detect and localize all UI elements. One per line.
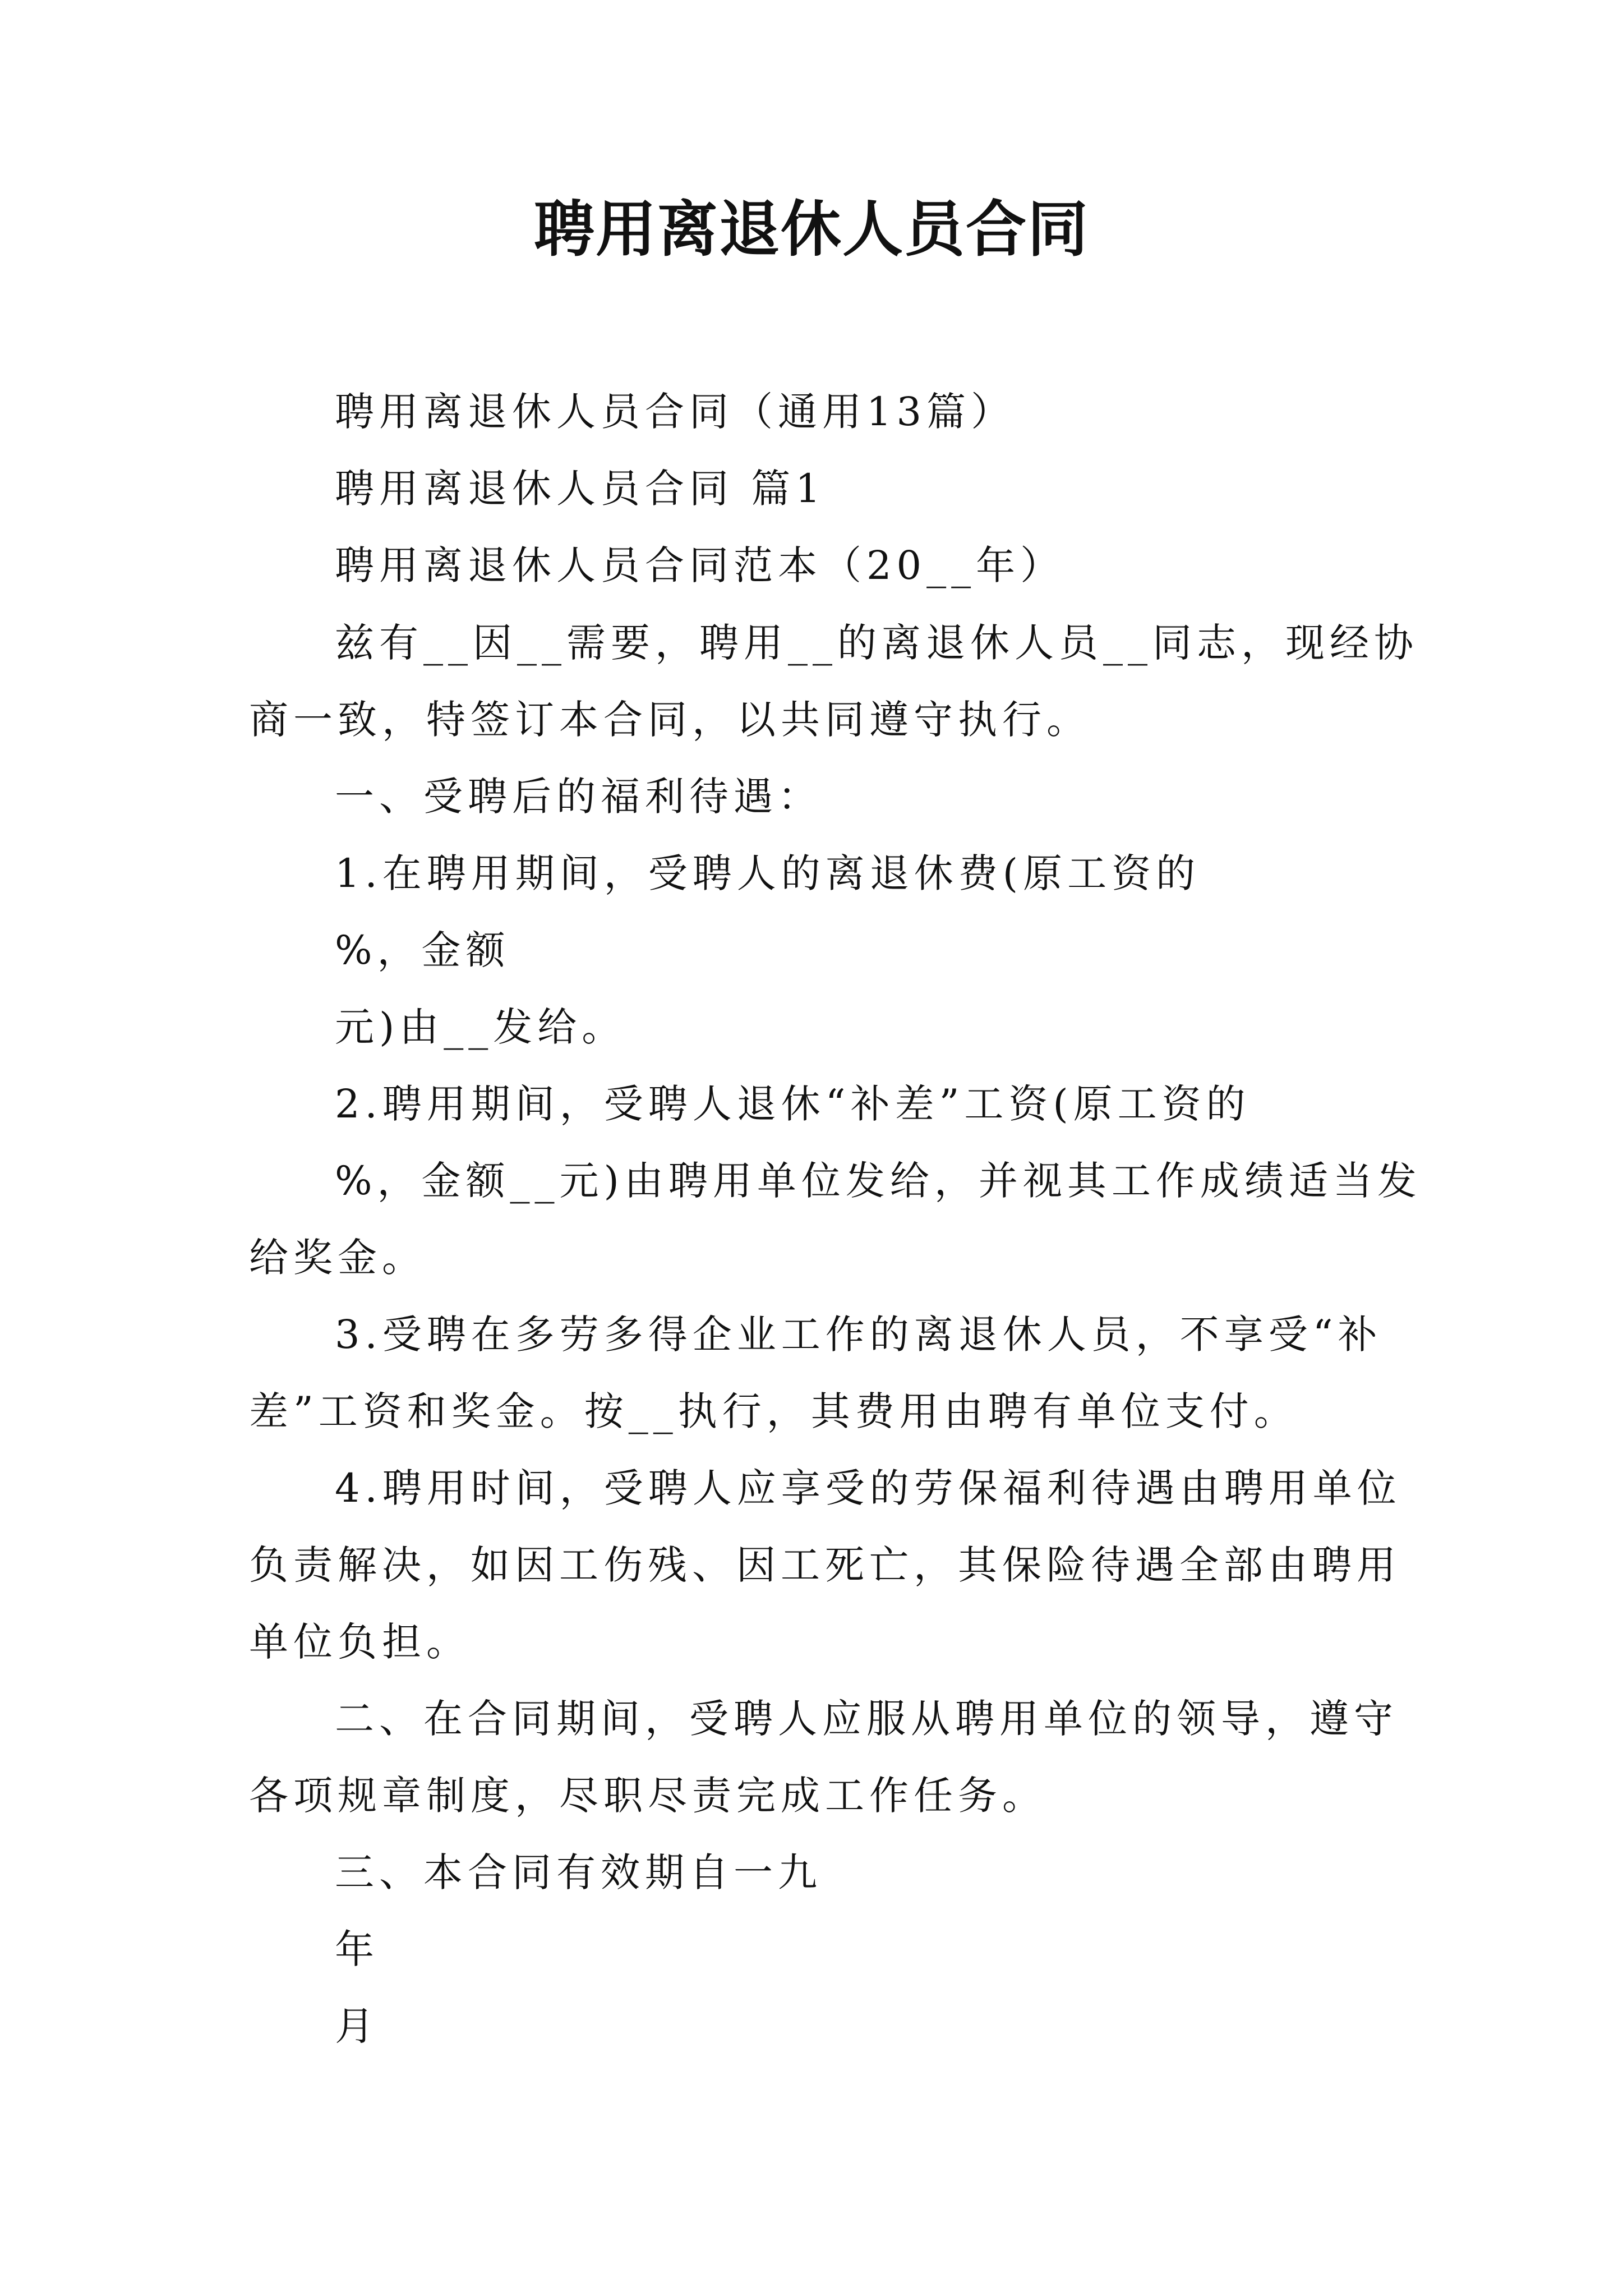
doc-line-section-1: 一、受聘后的福利待遇： bbox=[335, 774, 822, 820]
doc-line-intro: 兹有__因__需要，聘用__的离退休人员__同志，现经协 bbox=[335, 620, 1418, 666]
doc-line-item-2-cont-a: %，金额__元)由聘用单位发给，并视其工作成绩适当发 bbox=[335, 1158, 1422, 1204]
doc-line-item-1: 1.在聘用期间，受聘人的离退休费(原工资的 bbox=[335, 850, 1201, 896]
doc-line-subtitle: 聘用离退休人员合同（通用13篇） bbox=[335, 389, 1016, 435]
doc-line-template-heading: 聘用离退休人员合同范本（20__年） bbox=[335, 542, 1065, 588]
doc-line-month: 月 bbox=[335, 2003, 379, 2049]
doc-line-year: 年 bbox=[335, 1926, 379, 1972]
doc-line-intro-cont: 商一致，特签订本合同，以共同遵守执行。 bbox=[249, 697, 1091, 743]
doc-line-item-4: 4.聘用时间，受聘人应享受的劳保福利待遇由聘用单位 bbox=[335, 1465, 1401, 1511]
doc-line-section-2: 二、在合同期间，受聘人应服从聘用单位的领导，遵守 bbox=[335, 1696, 1398, 1742]
doc-line-item-2-cont-b: 给奖金。 bbox=[249, 1235, 426, 1281]
doc-line-item-3-cont: 差”工资和奖金。按__执行，其费用由聘有单位支付。 bbox=[249, 1388, 1298, 1434]
doc-line-item-3: 3.受聘在多劳多得企业工作的离退休人员，不享受“补 bbox=[335, 1312, 1382, 1358]
doc-line-item-4-cont-b: 单位负担。 bbox=[249, 1619, 471, 1665]
doc-line-item-4-cont-a: 负责解决，如因工伤残、因工死亡，其保险待遇全部由聘用 bbox=[249, 1542, 1401, 1588]
document-title: 聘用离退休人员合同 bbox=[533, 195, 1089, 265]
doc-line-section-3: 三、本合同有效期自一九 bbox=[335, 1849, 822, 1895]
doc-line-item-1-cont-a: %，金额 bbox=[335, 927, 510, 973]
doc-line-section-2-cont: 各项规章制度，尽职尽责完成工作任务。 bbox=[249, 1773, 1046, 1819]
doc-line-part-heading: 聘用离退休人员合同 篇1 bbox=[335, 466, 826, 512]
doc-line-item-2: 2.聘用期间，受聘人退休“补差”工资(原工资的 bbox=[335, 1081, 1251, 1127]
doc-line-item-1-cont-b: 元)由__发给。 bbox=[335, 1004, 626, 1050]
